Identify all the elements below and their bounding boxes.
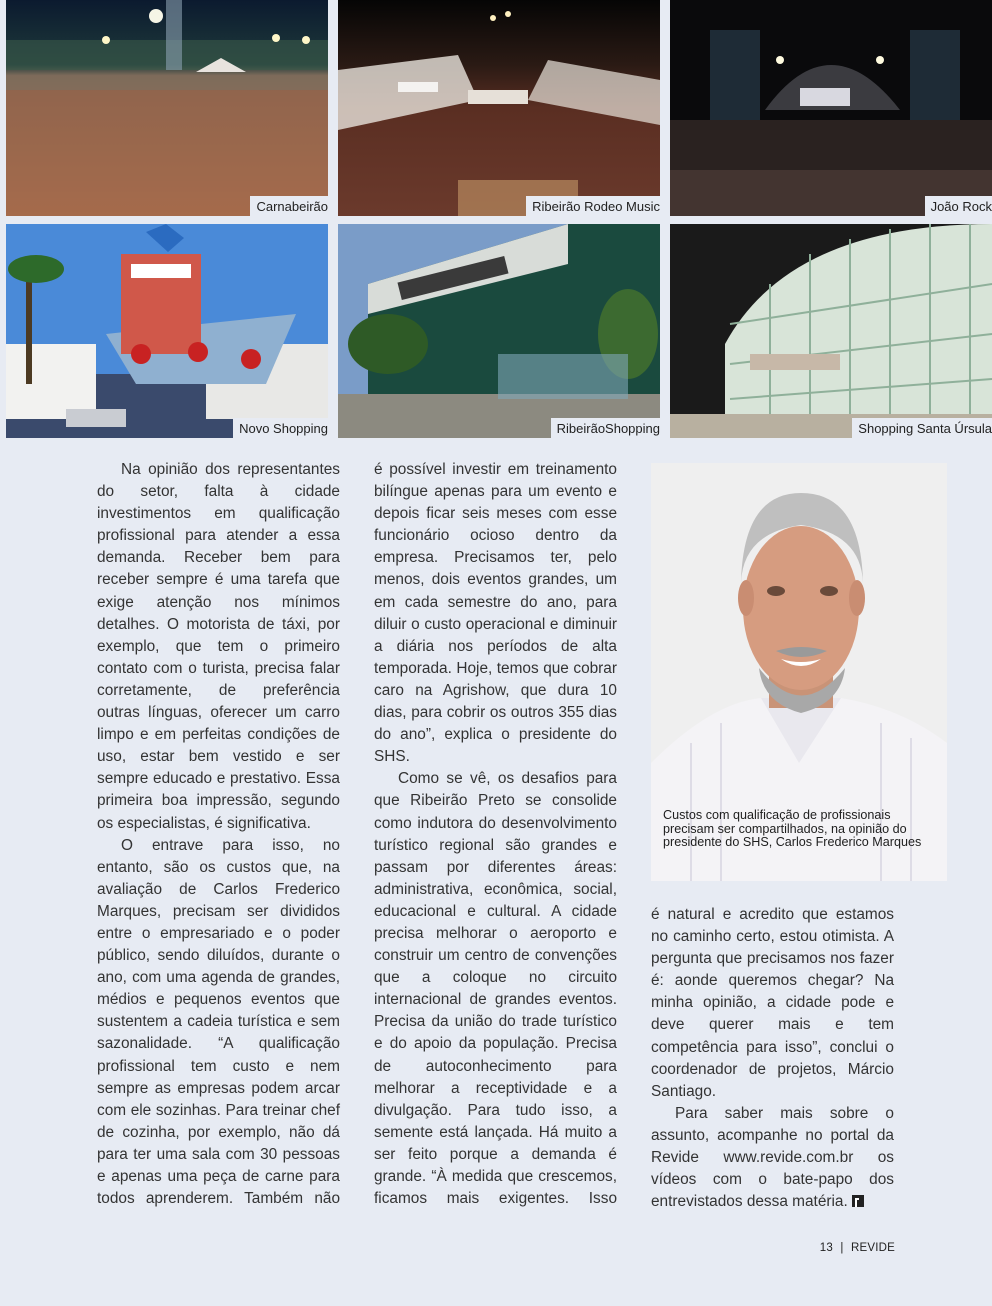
photo-caption: Carnabeirão xyxy=(250,196,328,216)
photo-caption: Shopping Santa Úrsula xyxy=(852,418,992,438)
photo-carnabeirao xyxy=(6,0,328,216)
photo-caption: RibeirãoShopping xyxy=(551,418,660,438)
article-column-2 xyxy=(374,459,617,1210)
portrait-caption: Custos com qualificação de profissionais precisam ser compartilhados, na opinião do presidente do SHS, Carlos Frederico Marques xyxy=(663,808,922,850)
folio-separator: | xyxy=(840,1242,844,1254)
photo-caption: Novo Shopping xyxy=(233,418,328,438)
photo-shopping-santa-ursula xyxy=(670,224,992,438)
magazine-name: REVIDE xyxy=(850,1242,895,1254)
paragraph: O entrave para isso, no entanto, são os custos que, na avaliação de Carlos Frederico Marques, precisam ser divididos entre o empresariado e o poder público, sendo diluídos, durante o ano, com uma agenda de grandes, médios e pequenos eventos que sustentem a cadeia turística e sem sazonalidade. “A qualificação profissional tem custo e nem sempre as empresas podem arcar com ele sozinhas. Para treinar chef de cozinha, por exemplo, não dá para ter uma sala com 30 pessoas e apenas uma peça de carne para todos aprenderem. Também não xyxy=(97,836,340,1208)
revide-end-mark-icon xyxy=(852,1195,864,1207)
photo-caption: João Rock xyxy=(925,196,992,216)
portrait-carlos-frederico-marques xyxy=(651,463,947,881)
paragraph xyxy=(651,1103,894,1213)
photo-novo-shopping xyxy=(6,224,328,438)
photo-caption: Ribeirão Rodeo Music xyxy=(526,196,660,216)
photo-joao-rock xyxy=(670,0,992,216)
paragraph: Na opinião dos representantes do setor, falta à cidade investimentos em qualificação profissional para atender a essa demanda. Receber bem para receber sempre é uma tarefa que exige atenção nos mínimos detalhes. O motorista de táxi, por exemplo, que tem o primeiro contato com o turista, precisa falar corretamente, de preferência outras línguas, oferecer um carro limpo e em perfeitas condições de uso, estar bem vestido e ser sempre educado e prestativo. Essa primeira boa impressão, segundo os especialistas, é significativa. xyxy=(97,461,340,832)
page-number: 13 xyxy=(819,1242,833,1254)
page-folio xyxy=(820,1242,895,1254)
article-column-3 xyxy=(651,904,894,1213)
paragraph: é natural e acredito que estamos no caminho certo, estou otimista. A pergunta que precisamos nos fazer é: aonde queremos chegar? Na minha opinião, a cidade pode e deve querer mais e tem competência para isso”, conclui o coordenador de projetos, Márcio Santiago. xyxy=(651,906,894,1100)
paragraph: Como se vê, os desafios para que Ribeirão Preto se consolide como indutora do desenvolvimento turístico regional são grandes e passam por diferentes áreas: administrativa, econômica, social, educacional e cultural. A cidade precisa melhorar o aeroporto e construir um centro de convenções que a coloque no circuito internacional de grandes eventos. Precisa da união do trade turístico e do apoio da população. Precisa de autoconhecimento para melhorar a receptividade e a divulgação. Para tudo isso, a semente está lançada. Há muito a ser feito porque a demanda é grande. “À medida que crescemos, ficamos mais exigentes. Isso xyxy=(374,770,617,1208)
photo-ribeirao-rodeo-music xyxy=(338,0,660,216)
paragraph: é possível investir em treinamento bilíngue apenas para um evento e depois ficar seis meses com esse funcionário ocioso dentro da empresa. Precisamos ter, pelo menos, dois eventos grandes, um em cada semestre do ano, para diluir o custo operacional e diminuir a diária nos períodos de alta temporada. Hoje, temos que cobrar caro na Agrishow, que dura 10 dias, para cobrir os outros 355 dias do ano”, explica o presidente do SHS. xyxy=(374,461,617,766)
paragraph-text: Para saber mais sobre o assunto, acompanhe no portal da Revide www.revide.com.br os vídeos com o bate-papo dos entrevistados dessa matéria. xyxy=(651,1104,894,1211)
article-column-1 xyxy=(97,459,340,1210)
photo-ribeiraoshopping xyxy=(338,224,660,438)
